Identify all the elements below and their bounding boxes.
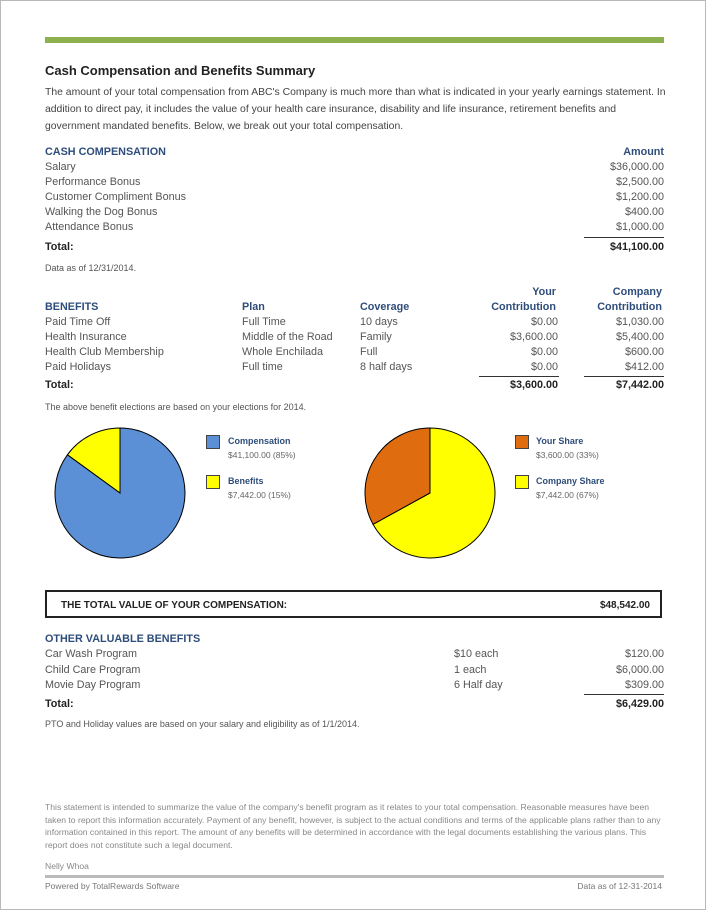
total-value-box [45, 590, 662, 618]
benefit-row [45, 346, 664, 361]
benefit-coverage: Family [360, 331, 392, 343]
footer-rule [45, 875, 664, 878]
legend-value: $7,442.00 (67%) [536, 490, 599, 500]
cash-header-row [45, 146, 664, 161]
other-label: Child Care Program [45, 664, 141, 676]
benefit-coverage: 10 days [360, 316, 398, 328]
benefits-total-yours: $3,600.00 [509, 379, 558, 391]
other-total-label: Total: [45, 698, 74, 710]
coverage-header: Coverage [360, 301, 410, 313]
cash-item-label: Performance Bonus [45, 176, 141, 188]
other-qty: 1 each [454, 664, 487, 676]
legend-value: $41,100.00 (85%) [228, 450, 296, 460]
benefit-label: Health Club Membership [45, 346, 164, 358]
benefit-plan: Middle of the Road [242, 331, 333, 343]
disclaimer-text: This statement is intended to summarize the value of the company's benefit program as it relates to your total compensation. Reasonable measures have been taken to report this information accurately. Payment of any benefit, however, is subject to the actual conditions and terms of the applicable plans rather than to any information contained in this report. The amount of any benefits will be determined in accordance with the legal documents establishing the various plans. This report does not constitute such a legal document. [45, 802, 661, 850]
other-row [45, 664, 664, 679]
legend-swatch-company-share [515, 475, 529, 489]
benefit-plan: Full time [242, 361, 283, 373]
compensation-pie-chart [53, 426, 187, 560]
cash-item-label: Attendance Bonus [45, 221, 134, 233]
cash-total-label: Total: [45, 241, 74, 253]
benefits-total-company: $7,442.00 [615, 379, 664, 391]
cash-item-label: Salary [45, 161, 76, 173]
benefits-header: BENEFITS [45, 301, 99, 313]
legend-swatch-compensation [206, 435, 220, 449]
cash-sum-line [584, 237, 664, 238]
other-sum-line [584, 694, 664, 695]
total-value-amount: $48,542.00 [599, 600, 650, 611]
benefit-yours: $0.00 [530, 346, 558, 358]
benefit-coverage: Full [360, 346, 378, 358]
other-qty: 6 Half day [454, 679, 503, 691]
signer-name: Nelly Whoa [45, 861, 89, 871]
cash-item-amount: $1,200.00 [615, 191, 664, 203]
cash-item-label: Walking the Dog Bonus [45, 206, 158, 218]
legend-label: Your Share [536, 436, 584, 446]
legend-value: $3,600.00 (33%) [536, 450, 599, 460]
benefits-note: The above benefit elections are based on your elections for 2014. [45, 402, 307, 412]
cash-total-amount: $41,100.00 [609, 241, 664, 253]
cash-item-amount: $36,000.00 [609, 161, 664, 173]
top-accent-bar [45, 37, 664, 43]
legend-label: Compensation [228, 436, 291, 446]
company-header-line1: Company [612, 286, 662, 298]
intro-paragraph: The amount of your total compensation from ABC's Company is much more than what is indicated in your yearly earnings statement. In addition to direct pay, it includes the value of your health care insurance, disability and life insurance, retirement benefits and government mandated benefits. Below, we break out your total compensation. [45, 87, 666, 132]
benefit-yours: $0.00 [530, 316, 558, 328]
plan-header: Plan [242, 301, 265, 313]
other-label: Car Wash Program [45, 648, 137, 660]
yours-sum-line [479, 376, 559, 377]
benefit-row [45, 361, 664, 376]
other-note: PTO and Holiday values are based on your salary and eligibility as of 1/1/2014. [45, 719, 360, 729]
total-value-label: THE TOTAL VALUE OF YOUR COMPENSATION: [61, 600, 288, 611]
benefit-label: Paid Holidays [45, 361, 112, 373]
your-header-line2: Contribution [491, 301, 556, 313]
benefit-row [45, 331, 664, 346]
other-label: Movie Day Program [45, 679, 141, 691]
benefits-total-label: Total: [45, 379, 74, 391]
benefit-company: $5,400.00 [615, 331, 664, 343]
other-qty: $10 each [454, 648, 499, 660]
other-amount: $6,000.00 [615, 664, 664, 676]
contribution-pie-chart [363, 426, 497, 560]
legend-label: Company Share [536, 476, 605, 486]
cash-header: CASH COMPENSATION [45, 146, 166, 158]
cash-total-row [45, 241, 664, 256]
footer-powered-by: Powered by TotalRewards Software [45, 881, 180, 891]
amount-header: Amount [623, 146, 664, 158]
benefit-row [45, 316, 664, 331]
other-header: OTHER VALUABLE BENEFITS [45, 633, 201, 645]
benefit-yours: $3,600.00 [509, 331, 558, 343]
legend-value: $7,442.00 (15%) [228, 490, 291, 500]
other-total-amount: $6,429.00 [615, 698, 664, 710]
cash-item-amount: $400.00 [624, 206, 664, 218]
benefits-header-row [45, 301, 664, 316]
company-header-line2: Contribution [597, 301, 662, 313]
other-row [45, 648, 664, 663]
cash-row [45, 221, 664, 236]
cash-row [45, 191, 664, 206]
legend-label: Benefits [228, 476, 264, 486]
benefit-company: $1,030.00 [615, 316, 664, 328]
cash-row [45, 206, 664, 221]
legend-swatch-your-share [515, 435, 529, 449]
benefit-label: Paid Time Off [45, 316, 111, 328]
benefit-yours: $0.00 [530, 361, 558, 373]
company-sum-line [584, 376, 664, 377]
other-header-row [45, 633, 664, 648]
other-total-row [45, 698, 664, 713]
other-row [45, 679, 664, 694]
other-amount: $120.00 [624, 648, 664, 660]
your-header-line1: Your [532, 286, 556, 298]
cash-row [45, 176, 664, 191]
other-amount: $309.00 [624, 679, 664, 691]
legend-swatch-benefits [206, 475, 220, 489]
cash-item-label: Customer Compliment Bonus [45, 191, 187, 203]
footer-data-date: Data as of 12-31-2014 [577, 881, 662, 891]
benefit-label: Health Insurance [45, 331, 127, 343]
cash-note: Data as of 12/31/2014. [45, 263, 137, 273]
benefit-plan: Full Time [242, 316, 286, 328]
benefit-coverage: 8 half days [360, 361, 413, 373]
benefit-plan: Whole Enchilada [242, 346, 324, 358]
benefits-total-row [45, 379, 664, 394]
cash-item-amount: $2,500.00 [615, 176, 664, 188]
cash-item-amount: $1,000.00 [615, 221, 664, 233]
benefit-company: $600.00 [624, 346, 664, 358]
benefit-company: $412.00 [624, 361, 664, 373]
page-title: Cash Compensation and Benefits Summary [45, 63, 316, 78]
cash-row [45, 161, 664, 176]
